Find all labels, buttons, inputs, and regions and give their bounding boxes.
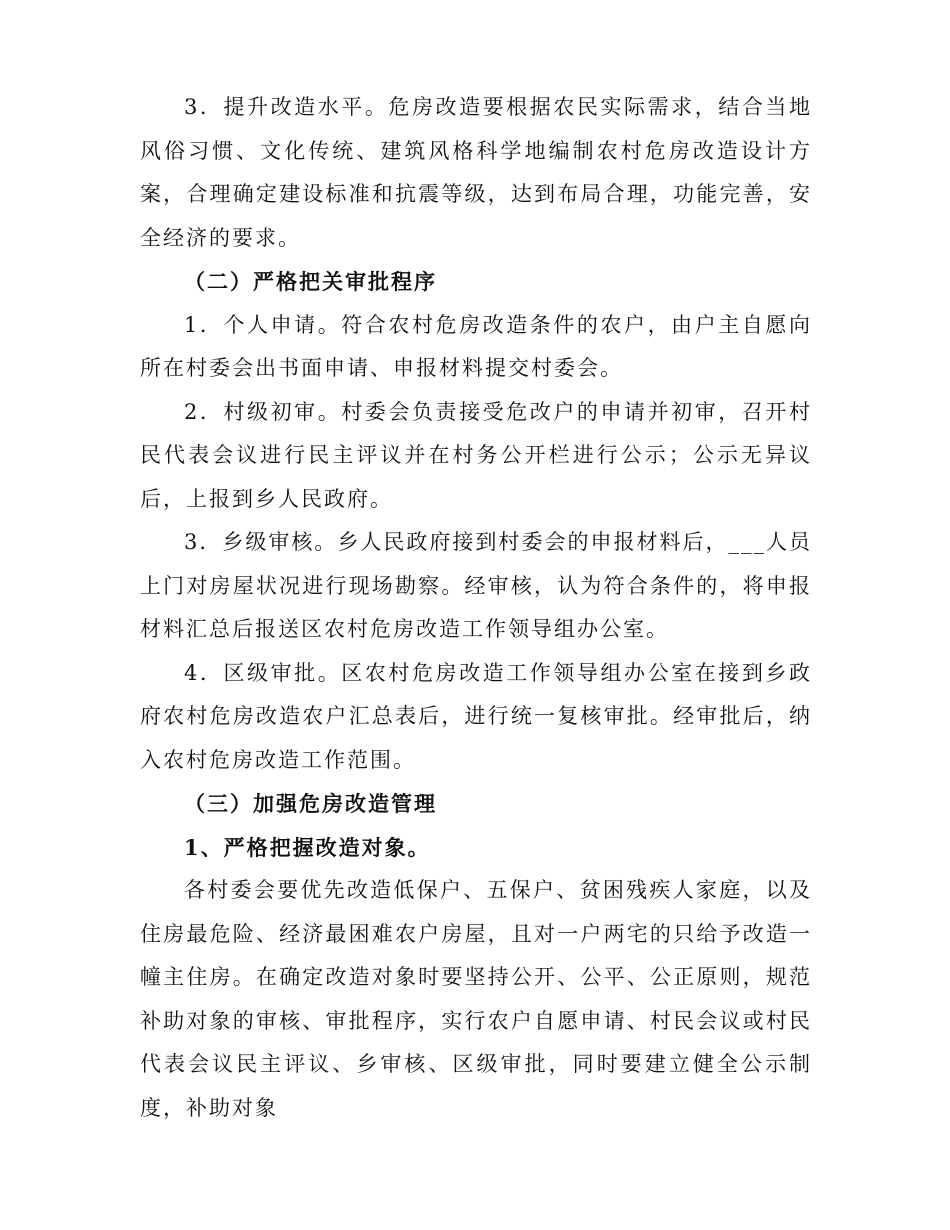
subheading-renovation-targets: 1、严格把握改造对象。 bbox=[184, 834, 431, 860]
paragraph-township-audit: 3．乡级审核。乡人民政府接到村委会的申报材料后，___人员上门对房屋状况进行现场勘察。经审核，认为符合条件的，将申报材料汇总后报送区农村危房改造工作领导组办公室。 bbox=[140, 530, 812, 641]
document-body bbox=[140, 86, 812, 1130]
paragraph-village-review: 2．村级初审。村委会负责接受危改户的申请并初审，召开村民代表会议进行民主评议并在村务公开栏进行公示；公示无异议后，上报到乡人民政府。 bbox=[140, 399, 812, 511]
paragraph-priority-households: 各村委会要优先改造低保户、五保户、贫困残疾人家庭，以及住房最危险、经济最困难农户房屋，且对一户两宅的只给予改造一幢主住房。在确定改造对象时要坚持公开、公平、公正原则，规范补助对象的审核、审批程序，实行农户自愿申请、村民会议或村民代表会议民主评议、乡审核、区级审批，同时要建立健全公示制度，补助对象 bbox=[140, 878, 812, 1120]
paragraph-district-approval: 4．区级审批。区农村危房改造工作领导组办公室在接到乡政府农村危房改造农户汇总表后，进行统一复核审批。经审批后，纳入农村危房改造工作范围。 bbox=[140, 660, 812, 772]
paragraph-improve-level: 3．提升改造水平。危房改造要根据农民实际需求，结合当地风俗习惯、文化传统、建筑风格科学地编制农村危房改造设计方案，合理确定建设标准和抗震等级，达到布局合理，功能完善，安全经济的要求。 bbox=[140, 95, 812, 250]
paragraph-personal-application: 1．个人申请。符合农村危房改造条件的农户，由户主自愿向所在村委会出书面申请、申报材料提交村委会。 bbox=[140, 312, 812, 380]
heading-approval-procedure: （二）严格把关审批程序 bbox=[184, 269, 437, 294]
heading-renovation-management: （三）加强危房改造管理 bbox=[184, 791, 437, 816]
